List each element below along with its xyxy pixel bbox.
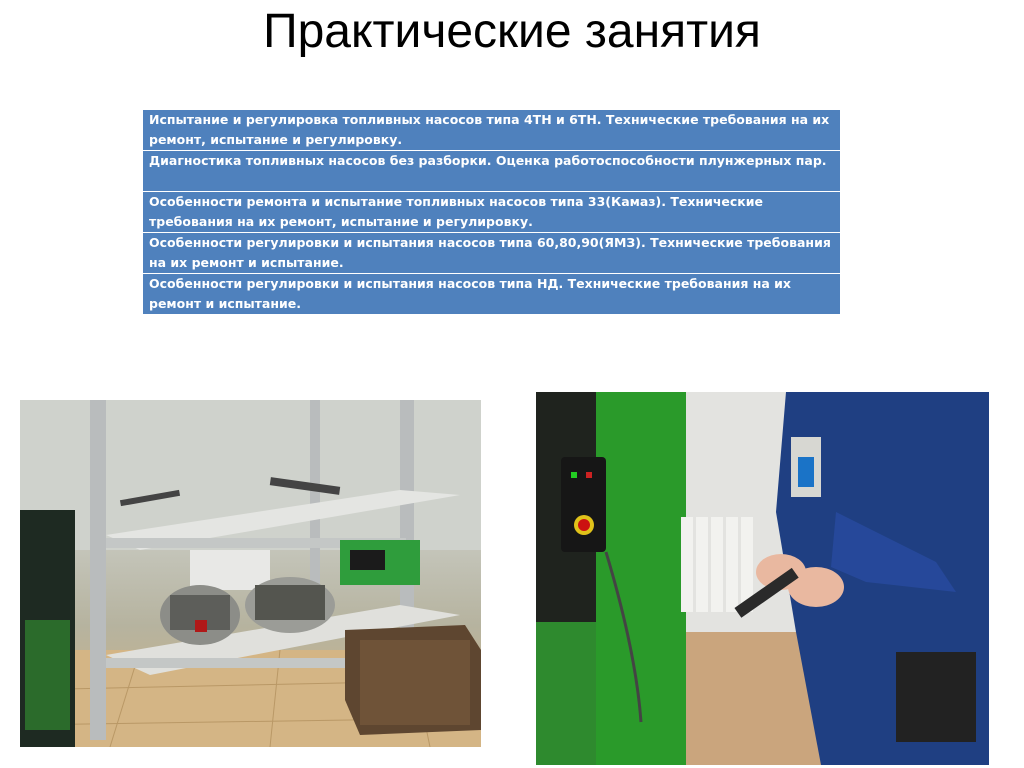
topic-row: Диагностика топливных насосов без разборки. Оценка работоспособности плунжерных пар. <box>143 151 840 191</box>
topics-table <box>143 110 840 315</box>
workshop-shelving-photo <box>20 400 481 747</box>
topic-row: Особенности ремонта и испытание топливных насосов типа 33(Камаз). Технические требования на их ремонт, испытание и регулировку. <box>143 192 840 232</box>
topic-row: Особенности регулировки и испытания насосов типа НД. Технические требования на их ремонт и испытание. <box>143 274 840 314</box>
slide-title: Практические занятия <box>263 5 761 58</box>
worker-injector-photo <box>536 392 989 765</box>
topic-row: Особенности регулировки и испытания насосов типа 60,80,90(ЯМЗ). Технические требования на их ремонт и испытание. <box>143 233 840 273</box>
topic-row: Испытание и регулировка топливных насосов типа 4ТН и 6ТН. Технические требования на их ремонт, испытание и регулировку. <box>143 110 840 150</box>
